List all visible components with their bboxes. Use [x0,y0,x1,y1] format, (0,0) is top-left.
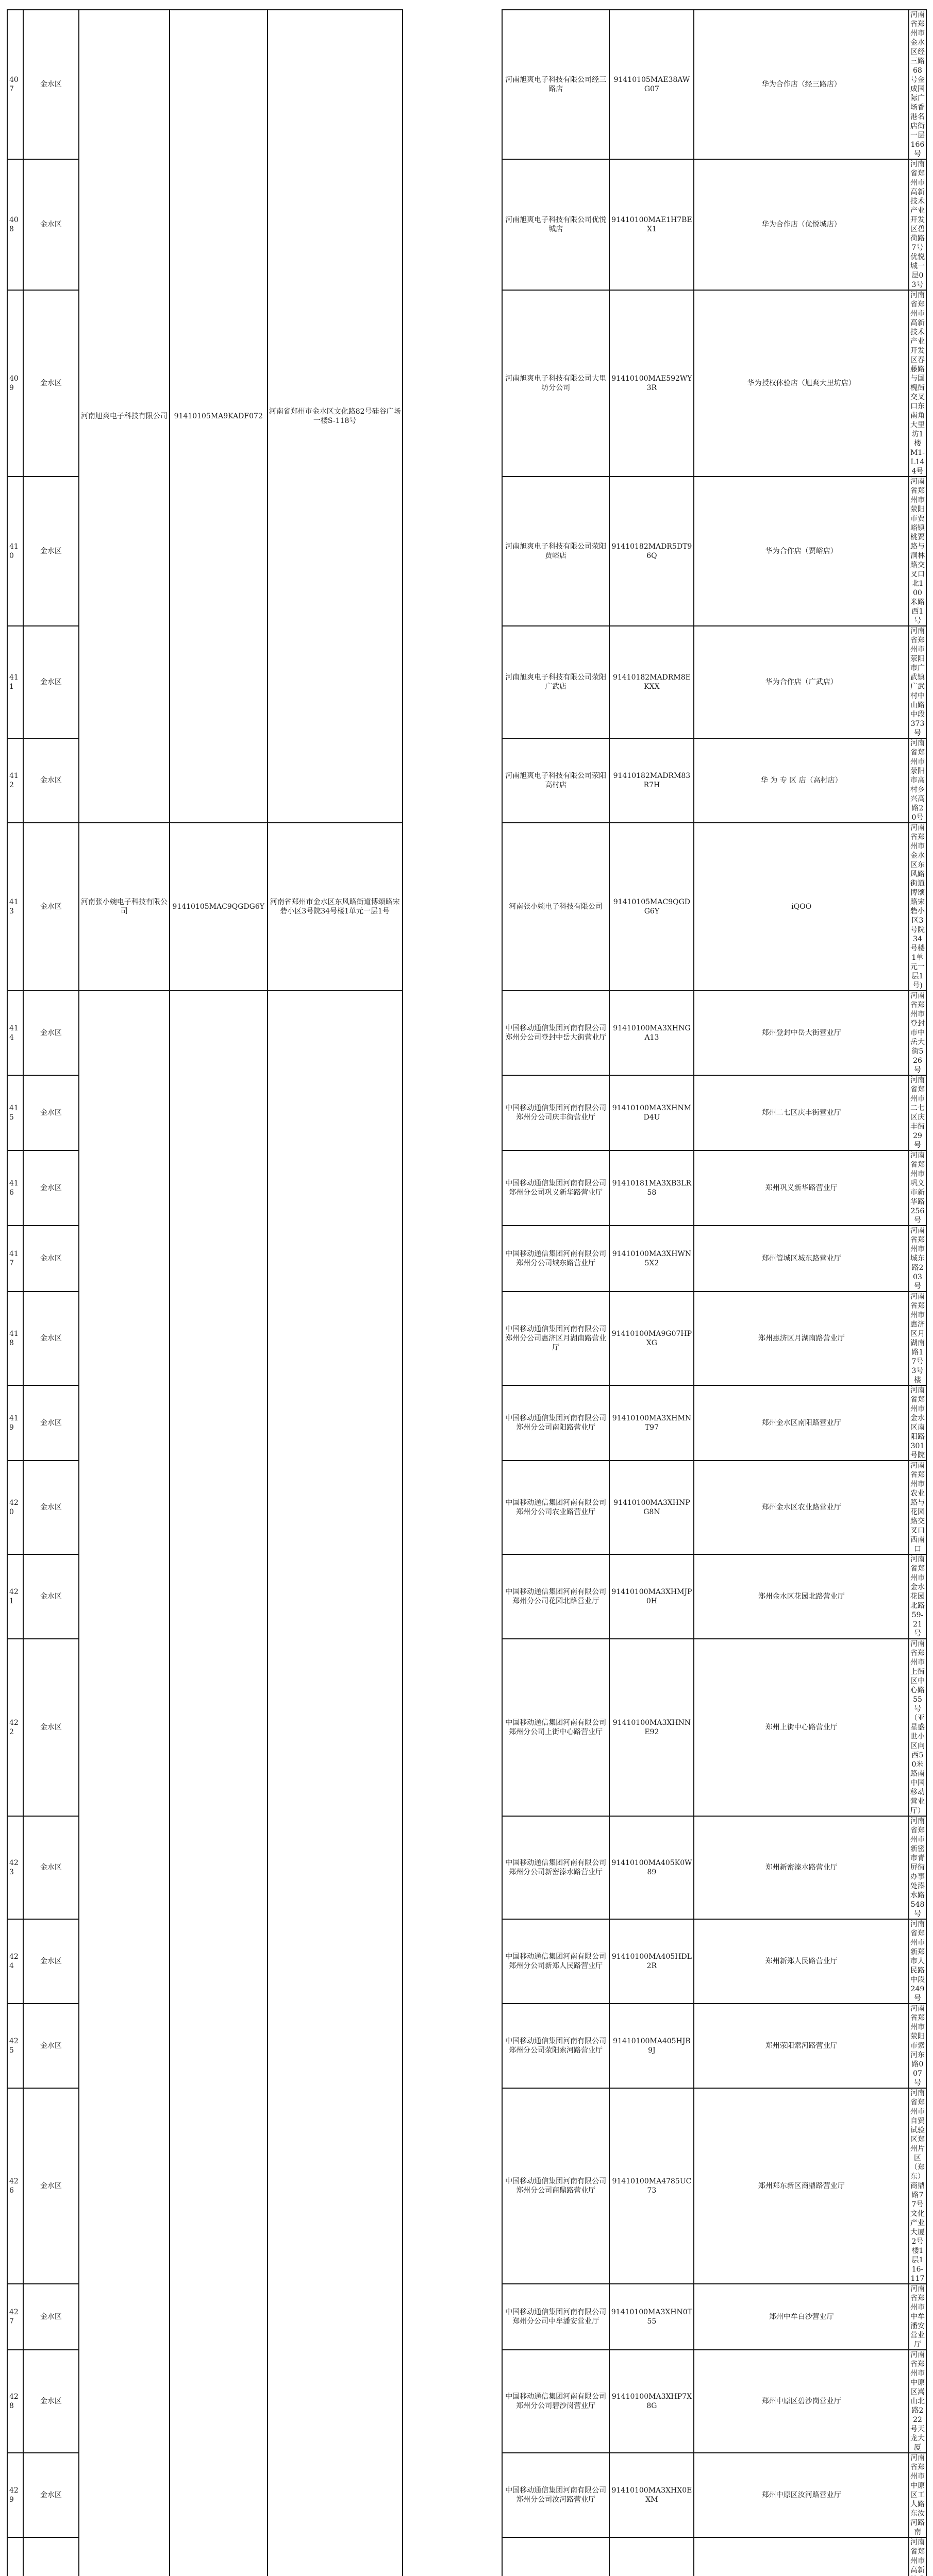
brand-store-cell: 郑州惠济区月湖南路营业厅 [694,1292,909,1385]
row-number-cell: 428 [7,2350,23,2453]
store-code-cell: 91410100MA405HDL2R [609,1919,694,2004]
store-code-cell [609,2537,694,2576]
row-number-cell: 414 [7,991,23,1075]
brand-store-cell: 郑州金水区南阳路营业厅 [694,1385,909,1461]
row-number-cell: 409 [7,290,23,477]
store-code-cell: 91410100MA3XHWN5X2 [609,1226,694,1292]
brand-store-cell: 郑州金水区农业路营业厅 [694,1461,909,1554]
district-cell: 金水区 [23,2453,79,2537]
store-registry-table [7,9,933,2576]
store-code-cell: 91410100MA4785UC73 [609,2088,694,2284]
store-name-cell: 河南旭爽电子科技有限公司经三路店 [502,10,609,159]
district-cell: 金水区 [23,477,79,626]
store-code-cell: 91410182MADR5DT96Q [609,477,694,626]
merged-blank-cell [268,991,403,2576]
merged-blank-cell [170,991,268,2576]
store-address-cell: 河南省郑州市巩义市新华路256号 [909,1150,926,1226]
store-code-cell: 91410100MA3XHNMD4U [609,1075,694,1150]
store-code-cell: 91410100MA9G07HPXG [609,1292,694,1385]
row-number-cell: 429 [7,2453,23,2537]
store-name-cell: 中国移动通信集团河南有限公司郑州分公司上街中心路营业厅 [502,1639,609,1816]
store-name-cell: 中国移动通信集团河南有限公司郑州分公司中牟潘安营业厅 [502,2284,609,2350]
store-address-cell: 河南省郑州市高新 [909,2537,926,2576]
store-address-cell: 河南省郑州市中牟潘安营业厅 [909,2284,926,2350]
brand-store-cell: 郑州中原区汝河路营业厅 [694,2453,909,2537]
store-code-cell: 91410100MA405K0W89 [609,1816,694,1919]
row-number-cell [7,2537,23,2576]
row-number-cell: 426 [7,2088,23,2284]
district-cell: 金水区 [23,1554,79,1639]
brand-store-cell: 郑州中原区碧沙岗营业厅 [694,2350,909,2453]
store-address-cell: 河南省郑州市惠济区月湖南路17号3号楼 [909,1292,926,1385]
row-number-cell: 427 [7,2284,23,2350]
group-company-cell: 河南张小婉电子科技有限公司 [79,823,170,991]
store-address-cell: 河南省郑州市荥阳市高村乡兴高路20号 [909,738,926,823]
store-code-cell: 91410100MA3XHN0T55 [609,2284,694,2350]
store-name-cell: 中国移动通信集团河南有限公司郑州分公司新郑人民路营业厅 [502,1919,609,2004]
store-code-cell: 91410182MADRM83R7H [609,738,694,823]
store-address-cell: 河南省郑州市金水花园北路59-21号 [909,1554,926,1639]
store-code-cell: 91410100MAE592WY3R [609,290,694,477]
brand-store-cell: 华为合作店（广武店） [694,626,909,738]
brand-store-cell: iQOO [694,823,909,991]
district-cell: 金水区 [23,2350,79,2453]
brand-store-cell: 华 为 专 区 店（高村店） [694,738,909,823]
store-address-cell: 河南省郑州市二七区庆丰街29号 [909,1075,926,1150]
store-address-cell: 河南省郑州市中原区嵩山北路222号天龙大厦 [909,2350,926,2453]
row-number-cell: 423 [7,1816,23,1919]
row-number-cell: 407 [7,10,23,159]
row-number-cell: 418 [7,1292,23,1385]
store-name-cell: 中国移动通信集团河南有限公司郑州分公司荥阳索河路营业厅 [502,2004,609,2088]
store-name-cell: 河南旭爽电子科技有限公司优悦城店 [502,159,609,290]
row-number-cell: 419 [7,1385,23,1461]
store-code-cell: 91410181MA3XB3LR58 [609,1150,694,1226]
store-address-cell: 河南省郑州市金水区东风路街道博颂路宋砦小区3号院34号楼1单元一层1号) [909,823,926,991]
store-address-cell: 河南省郑州市荥阳市贾峪镇桃贾路与洞林路交叉口北100米路西1号 [909,477,926,626]
row-number-cell: 420 [7,1461,23,1554]
district-cell: 金水区 [23,1292,79,1385]
store-code-cell: 91410105MAE38AWG07 [609,10,694,159]
table-row [7,10,932,159]
store-name-cell: 中国移动通信集团河南有限公司郑州分公司商鼎路营业厅 [502,2088,609,2284]
column-gap [403,10,502,2576]
brand-store-cell: 郑州二七区庆丰街营业厅 [694,1075,909,1150]
store-name-cell: 中国移动通信集团河南有限公司郑州分公司农业路营业厅 [502,1461,609,1554]
store-address-cell: 河南省郑州市上街区中心路55号（亚星盛世小区向西50米路南中国移动营业厅） [909,1639,926,1816]
district-cell: 金水区 [23,1385,79,1461]
store-address-cell: 河南省郑州市农业路与花园路交叉口西南口 [909,1461,926,1554]
brand-store-cell: 郑州郑东新区商鼎路营业厅 [694,2088,909,2284]
store-address-cell: 河南省郑州市新郑市人民路中段249号 [909,1919,926,2004]
store-code-cell: 91410100MA3XHNPG8N [609,1461,694,1554]
brand-store-cell: 郑州新密溱水路营业厅 [694,1816,909,1919]
brand-store-cell: 华为合作店（优悦城店） [694,159,909,290]
row-number-cell: 413 [7,823,23,991]
store-name-cell [502,2537,609,2576]
store-name-cell: 河南旭爽电子科技有限公司荥阳贾峪店 [502,477,609,626]
row-number-cell: 421 [7,1554,23,1639]
district-cell: 金水区 [23,991,79,1075]
store-name-cell: 河南旭爽电子科技有限公司荥阳广武店 [502,626,609,738]
store-name-cell: 中国移动通信集团河南有限公司郑州分公司登封中岳大街营业厅 [502,991,609,1075]
district-cell: 金水区 [23,1150,79,1226]
store-address-cell: 河南省郑州市自贸试验区郑州片区（郑东）商鼎路77号文化产业大厦2号楼1层116-117 [909,2088,926,2284]
district-cell: 金水区 [23,1075,79,1150]
district-cell: 金水区 [23,10,79,159]
brand-store-cell: 郑州中牟白沙营业厅 [694,2284,909,2350]
store-code-cell: 91410100MA3XHMJP0H [609,1554,694,1639]
store-name-cell: 中国移动通信集团河南有限公司郑州分公司汝河路营业厅 [502,2453,609,2537]
merged-blank-cell [79,991,170,2576]
brand-store-cell: 郑州管城区城东路营业厅 [694,1226,909,1292]
row-number-cell: 424 [7,1919,23,2004]
group-credit-code-cell: 91410105MAC9QGDG6Y [170,823,268,991]
brand-store-cell: 郑州登封中岳大街营业厅 [694,991,909,1075]
row-number-cell: 411 [7,626,23,738]
district-cell: 金水区 [23,823,79,991]
row-number-cell: 415 [7,1075,23,1150]
brand-store-cell: 郑州巩义新华路营业厅 [694,1150,909,1226]
store-code-cell: 91410105MAC9QGDG6Y [609,823,694,991]
store-address-cell: 河南省郑州市荥阳市索河东路007号 [909,2004,926,2088]
brand-store-cell [694,2537,909,2576]
district-cell: 金水区 [23,1461,79,1554]
row-number-cell: 425 [7,2004,23,2088]
store-code-cell: 91410100MA3XHNGA13 [609,991,694,1075]
store-name-cell: 中国移动通信集团河南有限公司郑州分公司巩义新华路营业厅 [502,1150,609,1226]
group-address-cell: 河南省郑州市金水区东风路街道博颂路宋砦小区3号院34号楼1单元一层1号 [268,823,403,991]
store-name-cell: 中国移动通信集团河南有限公司郑州分公司碧沙岗营业厅 [502,2350,609,2453]
group-company-cell: 河南旭爽电子科技有限公司 [79,10,170,823]
store-code-cell: 91410182MADRM8EKXX [609,626,694,738]
store-code-cell: 91410100MA3XHMNT97 [609,1385,694,1461]
row-number-cell: 416 [7,1150,23,1226]
store-code-cell: 91410100MA3XHNNE92 [609,1639,694,1816]
store-code-cell: 91410100MA3XHX0EXM [609,2453,694,2537]
store-address-cell: 河南省郑州市登封市中岳大街526号 [909,991,926,1075]
store-address-cell: 河南省郑州市金水区经三路68号金成国际广场香港名店街一层166号 [909,10,926,159]
store-code-cell: 91410100MA3XHP7X8G [609,2350,694,2453]
store-name-cell: 河南张小婉电子科技有限公司 [502,823,609,991]
district-cell: 金水区 [23,738,79,823]
district-cell: 金水区 [23,2284,79,2350]
store-name-cell: 中国移动通信集团河南有限公司郑州分公司庆丰街营业厅 [502,1075,609,1150]
store-name-cell: 中国移动通信集团河南有限公司郑州分公司南阳路营业厅 [502,1385,609,1461]
district-cell: 金水区 [23,159,79,290]
store-name-cell: 河南旭爽电子科技有限公司荥阳高村店 [502,738,609,823]
store-address-cell: 河南省郑州市新密市青屏街办事处溱水路548号 [909,1816,926,1919]
store-code-cell: 91410100MA405HJB9J [609,2004,694,2088]
row-number-cell: 408 [7,159,23,290]
store-name-cell: 中国移动通信集团河南有限公司郑州分公司新密溱水路营业厅 [502,1816,609,1919]
brand-store-cell: 郑州荥阳索河路营业厅 [694,2004,909,2088]
store-address-cell: 河南省郑州市高新技术产业开发区春藤路与国槐街交叉口东南角大里坊1楼M1-L144号 [909,290,926,477]
store-name-cell: 河南旭爽电子科技有限公司大里坊分公司 [502,290,609,477]
store-address-cell: 河南省郑州市荥阳市广武镇广武村中山路中段373号 [909,626,926,738]
brand-store-cell: 华为合作店（贾峪店） [694,477,909,626]
group-credit-code-cell: 91410105MA9KADF072 [170,10,268,823]
district-cell: 金水区 [23,1919,79,2004]
store-code-cell: 91410100MAE1H7BEX1 [609,159,694,290]
row-number-cell: 410 [7,477,23,626]
brand-store-cell: 郑州上街中心路营业厅 [694,1639,909,1816]
district-cell: 金水区 [23,1639,79,1816]
store-address-cell: 河南省郑州市高新技术产业开发区碧荷路7号优悦城一层03号 [909,159,926,290]
row-number-cell: 412 [7,738,23,823]
row-number-cell: 422 [7,1639,23,1816]
district-cell: 金水区 [23,2088,79,2284]
district-cell: 金水区 [23,2004,79,2088]
store-name-cell: 中国移动通信集团河南有限公司郑州分公司城东路营业厅 [502,1226,609,1292]
store-name-cell: 中国移动通信集团河南有限公司郑州分公司惠济区月湖南路营业厅 [502,1292,609,1385]
row-number-cell: 417 [7,1226,23,1292]
brand-store-cell: 华为合作店（经三路店） [694,10,909,159]
district-cell: 金水区 [23,290,79,477]
district-cell: 金水区 [23,626,79,738]
store-address-cell: 河南省郑州市城东路203号 [909,1226,926,1292]
brand-store-cell: 郑州金水区花园北路营业厅 [694,1554,909,1639]
district-cell: 金水区 [23,1226,79,1292]
district-cell: 金水区 [23,1816,79,1919]
brand-store-cell: 郑州新郑人民路营业厅 [694,1919,909,2004]
store-address-cell: 河南省郑州市中原区工人路东汝河路南 [909,2453,926,2537]
group-address-cell: 河南省郑州市金水区文化路82号硅谷广场一楼S-118号 [268,10,403,823]
store-address-cell: 河南省郑州市金水区南阳路301号院 [909,1385,926,1461]
district-cell [23,2537,79,2576]
brand-store-cell: 华为授权体验店（旭爽大里坊店） [694,290,909,477]
store-name-cell: 中国移动通信集团河南有限公司郑州分公司花园北路营业厅 [502,1554,609,1639]
